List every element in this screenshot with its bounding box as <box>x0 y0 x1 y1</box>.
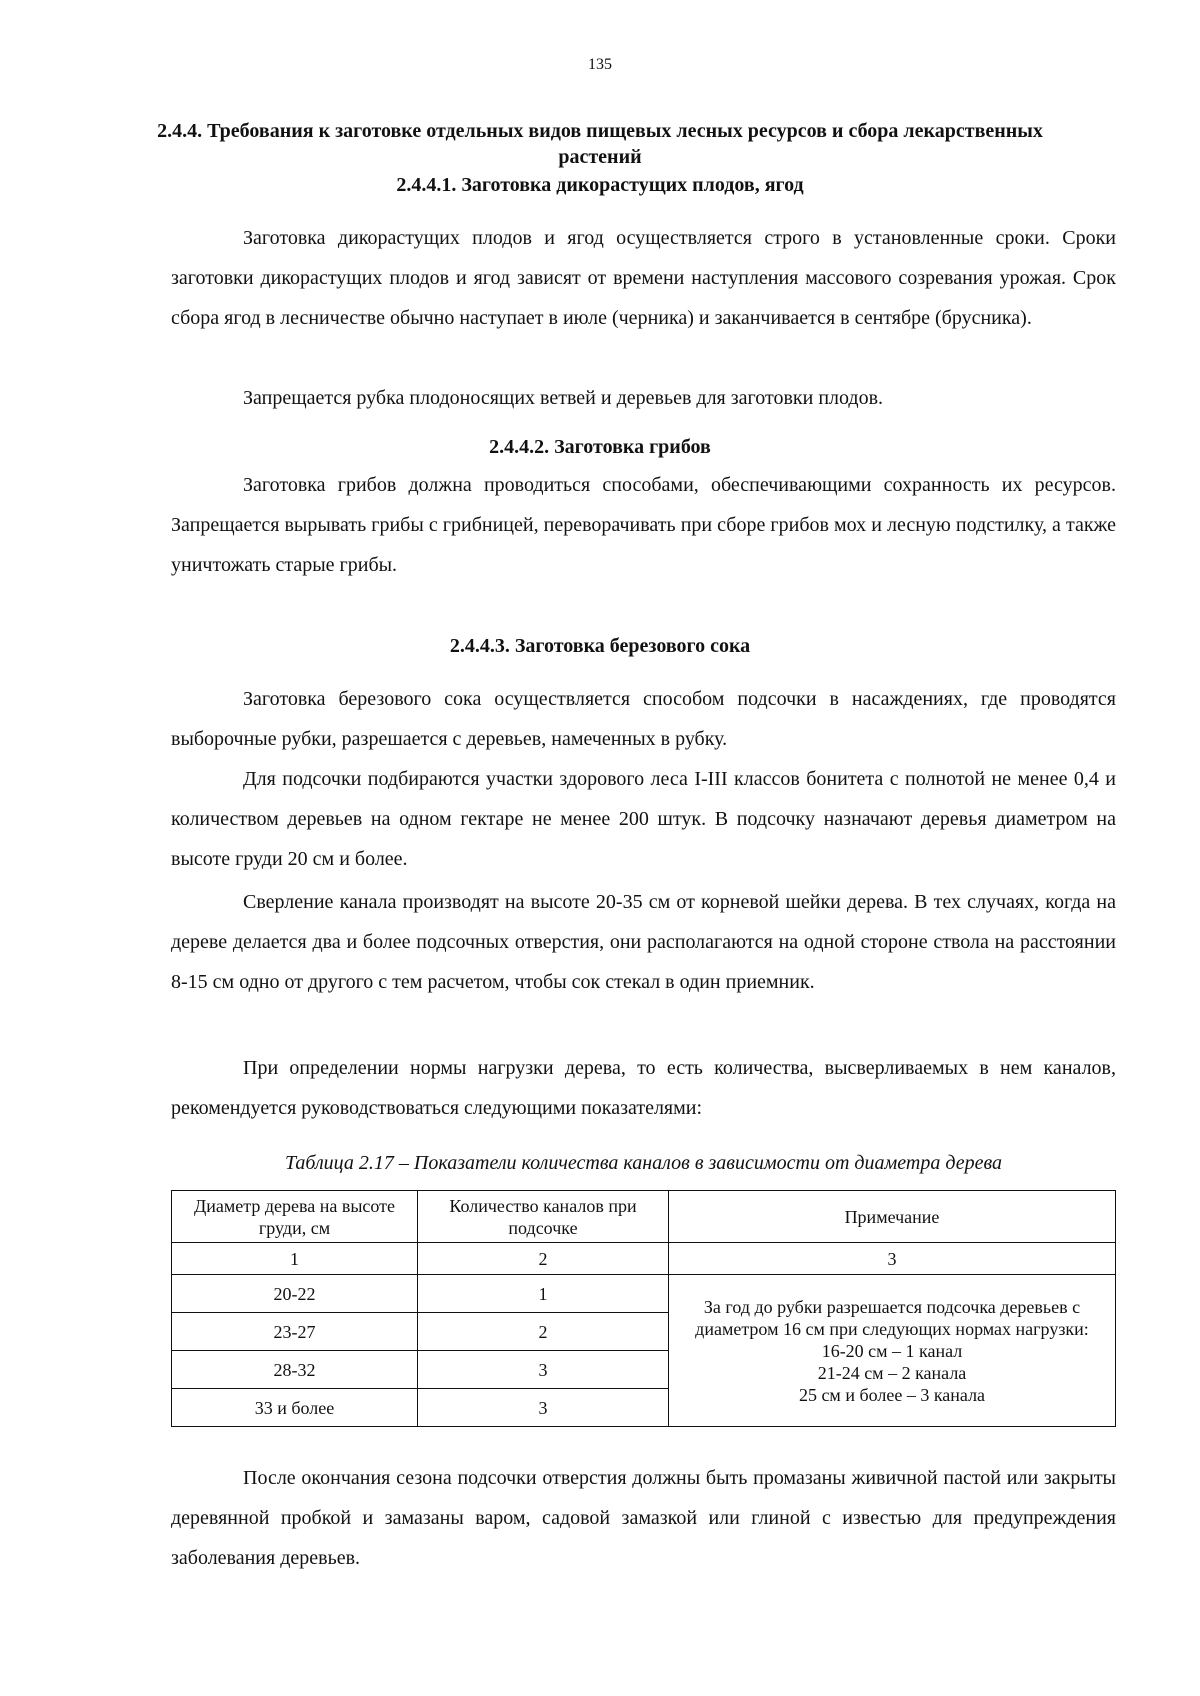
table-header-row <box>172 1191 1116 1243</box>
page-number: 135 <box>588 56 612 73</box>
table-row <box>172 1275 1116 1313</box>
cell-diameter: 33 и более <box>172 1389 418 1427</box>
cell-channels: 2 <box>418 1313 669 1351</box>
note-intro: За год до рубки разрешается подсочка деревьев с диаметром 16 см при следующих нормах нагрузки: <box>695 1296 1089 1339</box>
paragraph-birch-sap-selection: Для подсочки подбираются участки здорового леса I-III классов бонитета с полнотой не менее 0,4 и количеством деревьев на одном гектаре не менее 200 штук. В подсочку назначают деревья диаметром на высоте груди 20 см и более. <box>171 768 1116 870</box>
cell-note <box>669 1275 1116 1427</box>
cell-diameter: 20-22 <box>172 1275 418 1313</box>
section-heading-birch-sap: 2.4.4.3. Заготовка березового сока <box>449 635 751 657</box>
paragraph-closing: После окончания сезона подсочки отверстия должны быть промазаны живичной пастой или закрыты деревянной пробкой и замазаны варом, садовой замазкой или глиной с известью для предупреждения заболевания деревьев. <box>171 1467 1116 1569</box>
section-heading-main: 2.4.4. Требования к заготовке отдельных видов пищевых лесных ресурсов и сбора лекарственных растений <box>157 120 1043 168</box>
table-column-numbers-row <box>172 1243 1116 1275</box>
column-number: 3 <box>669 1243 1116 1275</box>
paragraph-birch-sap-drilling: Сверление канала производят на высоте 20-35 см от корневой шейки дерева. В тех случаях, когда на дереве делается два и более подсочных отверстия, они располагаются на одной стороне ствола на расстоянии 8-15 см одно от другого с тем расчетом, чтобы сок стекал в один приемник. <box>171 891 1116 993</box>
paragraph-berries-prohibition: Запрещается рубка плодоносящих ветвей и деревьев для заготовки плодов. <box>243 387 884 409</box>
table-caption: Таблица 2.17 – Показатели количества каналов в зависимости от диаметра дерева <box>284 1152 1002 1174</box>
section-heading-mushrooms: 2.4.4.2. Заготовка грибов <box>489 436 711 458</box>
section-heading-berries: 2.4.4.1. Заготовка дикорастущих плодов, ягод <box>396 174 804 196</box>
note-line-2: 21-24 см – 2 канала <box>817 1362 967 1383</box>
header-channels: Количество каналов при подсочке <box>418 1191 669 1243</box>
paragraph-birch-sap-load-norm: При определении нормы нагрузки дерева, то есть количества, высверливаемых в нем каналов, рекомендуется руководствоваться следующими показателями: <box>171 1057 1116 1119</box>
column-number: 1 <box>172 1243 418 1275</box>
cell-diameter: 28-32 <box>172 1351 418 1389</box>
cell-diameter: 23-27 <box>172 1313 418 1351</box>
note-line-3: 25 см и более – 3 канала <box>798 1384 986 1405</box>
cell-channels: 1 <box>418 1275 669 1313</box>
channels-table <box>171 1190 1116 1427</box>
paragraph-berries-terms: Заготовка дикорастущих плодов и ягод осуществляется строго в установленные сроки. Сроки заготовки дикорастущих плодов и ягод зависят от времени наступления массового созревания урожая. Срок сбора ягод в лесничестве обычно наступает в июле (черника) и заканчивается в сентябре (брусника). <box>171 227 1116 329</box>
column-number: 2 <box>418 1243 669 1275</box>
paragraph-birch-sap-method: Заготовка березового сока осуществляется способом подсочки в насаждениях, где проводятся выборочные рубки, разрешается с деревьев, намеченных в рубку. <box>171 688 1116 750</box>
paragraph-mushrooms: Заготовка грибов должна проводиться способами, обеспечивающими сохранность их ресурсов. Запрещается вырывать грибы с грибницей, переворачивать при сборе грибов мох и лесную подстилку, а также уничтожать старые грибы. <box>171 474 1116 576</box>
note-line-1: 16-20 см – 1 канал <box>821 1340 963 1361</box>
cell-channels: 3 <box>418 1389 669 1427</box>
cell-channels: 3 <box>418 1351 669 1389</box>
header-note: Примечание <box>669 1191 1116 1243</box>
header-diameter: Диаметр дерева на высоте груди, см <box>172 1191 418 1243</box>
